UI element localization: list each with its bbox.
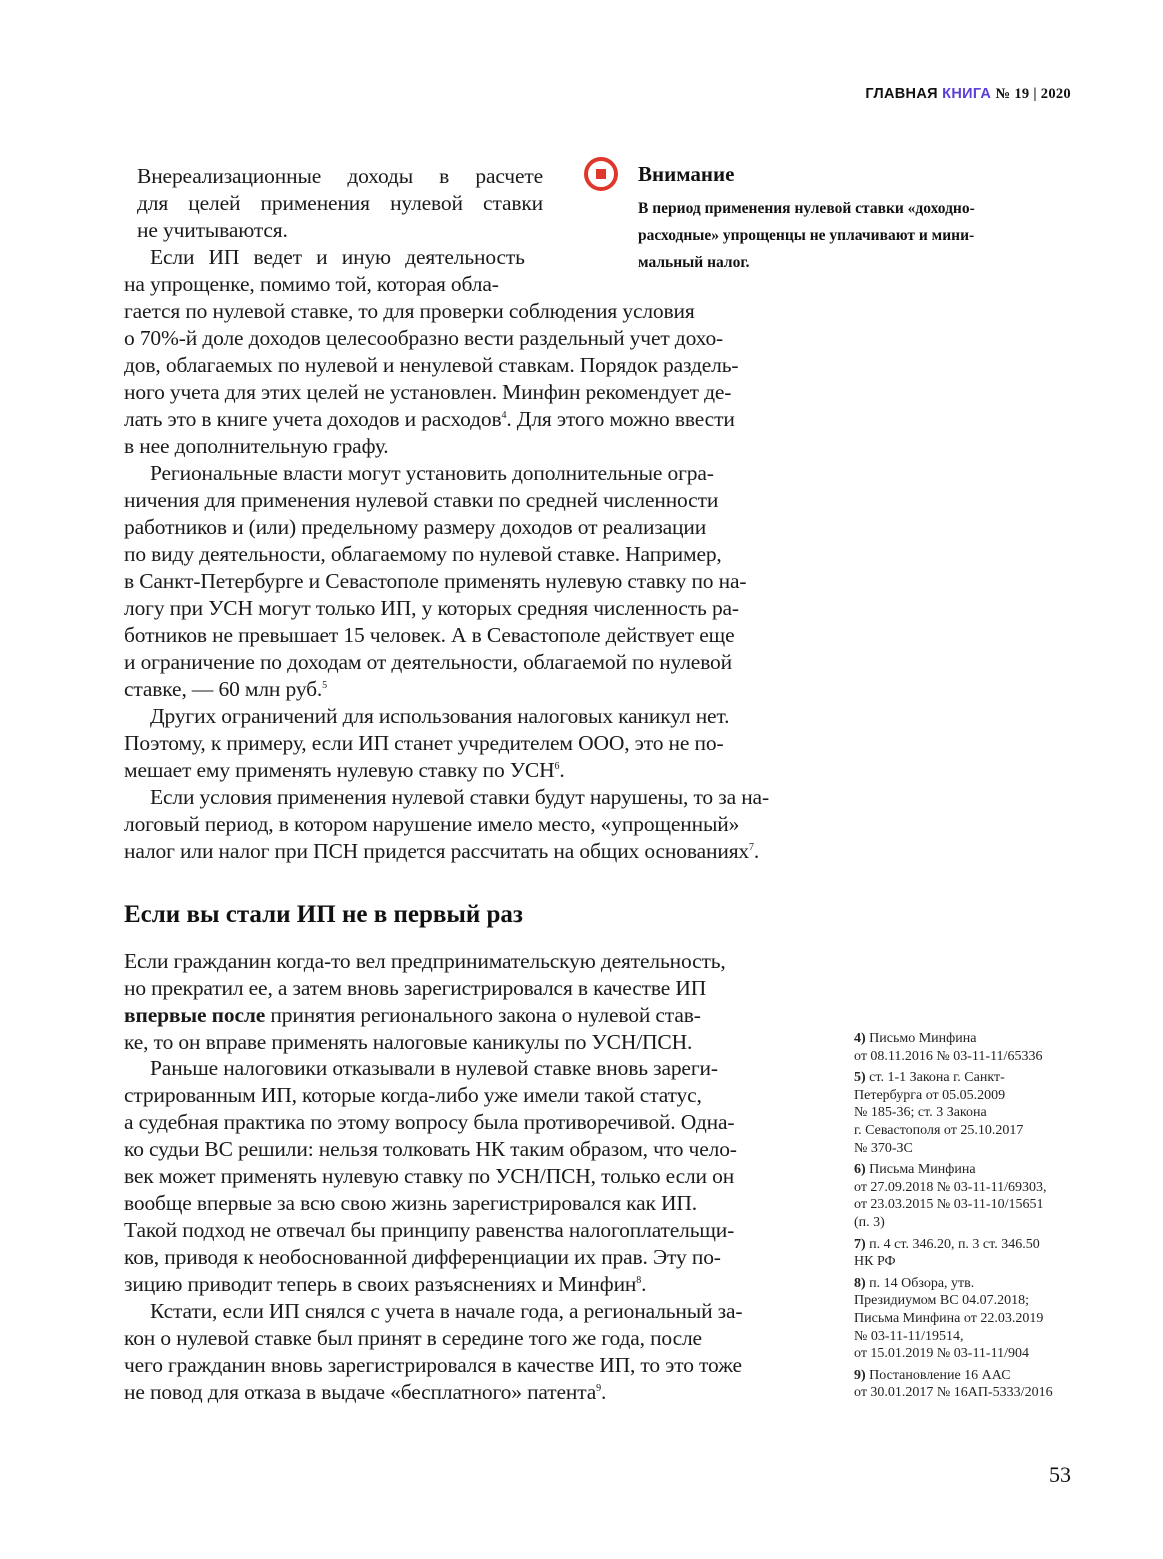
text-span: принятия регионального закона о нулевой став- [265,1003,701,1027]
paragraph-no-other-limits [124,703,800,784]
text-line: для целей применения нулевой ставки [137,191,543,215]
text-line: ничения для применения нулевой ставки по средней численности [124,488,719,512]
text-span: . [601,1380,607,1404]
footnote-number: 9) [854,1367,866,1383]
text-line: век может применять нулевую ставку по УСН/ПСН, только если он [124,1164,735,1188]
footnote-number: 4) [854,1031,866,1046]
footnote-ref-9[interactable]: 9 [596,1382,602,1394]
text-line: по виду деятельности, облагаемому по нулевой ставке. Например, [124,542,722,566]
paragraph-court-practice [124,1055,800,1298]
callout-line: В период применения нулевой ставки «доходно- [638,200,975,217]
text-line: не учитываются. [137,218,288,242]
footnote-6 [854,1161,1079,1231]
footnote-text: Письмо Минфина [869,1031,977,1046]
text-line: на упрощенке, помимо той, которая обла- [124,272,499,296]
text-line [124,1379,800,1406]
footnote-ref-8[interactable]: 8 [636,1274,642,1286]
text-line [124,1002,800,1029]
footnote-text: (п. 3) [854,1214,885,1230]
text-line: Других ограничений для использования налоговых каникул нет. [150,704,730,728]
text-line: логовый период, в котором нарушение имело место, «упрощенный» [124,812,740,836]
footnote-text: от 15.01.2019 № 03-11-11/904 [854,1346,1029,1362]
paragraph-separate-accounting-start [124,244,543,298]
footnote-text: ст. 1-1 Закона г. Санкт- [869,1070,1005,1086]
text-line: дов, облагаемых по нулевой и ненулевой ставкам. Порядок раздель- [124,353,739,377]
text-line: Кстати, если ИП снялся с учета в начале года, а региональный за- [150,1299,743,1323]
text-line: ке, то он вправе применять налоговые каникулы по УСН/ПСН. [124,1030,693,1054]
text-line [124,406,800,433]
footnote-7 [854,1236,1079,1271]
text-span: . [753,839,760,863]
footnote-text: от 27.09.2018 № 03-11-11/69303, [854,1179,1047,1195]
text-line: работников и (или) предельному размеру доходов от реализации [124,515,707,539]
text-line [124,838,800,865]
text-line: и ограничение по доходам от деятельности, облагаемой по нулевой [124,650,733,674]
brand-name-part1: ГЛАВНАЯ [865,86,938,102]
footnotes-column [854,1030,1079,1406]
text-line: стрированным ИП, которые когда-либо уже имели такой статус, [124,1083,702,1107]
text-span: . [641,1272,647,1296]
callout-title: Внимание [638,162,735,186]
text-line [124,757,800,784]
issue-number: № 19 | 2020 [995,86,1071,102]
footnote-text: НК РФ [854,1254,896,1270]
text-line: ного учета для этих целей не установлен. Минфин рекомендует де- [124,380,732,404]
footnote-text: от 30.01.2017 № 16АП-5333/2016 [854,1385,1053,1401]
text-line: а судебная практика по этому вопросу была противоречивой. Одна- [124,1110,735,1134]
footnote-text: от 23.03.2015 № 03-11-10/15651 [854,1197,1044,1213]
stop-warning-icon [584,157,618,191]
footnote-number: 8) [854,1275,866,1291]
text-line: ботников не превышает 15 человек. А в Севастополе действует еще [124,623,735,647]
text-line: но прекратил ее, а затем вновь зарегистрировался в качестве ИП [124,976,707,1000]
text-span: мешает ему применять нулевую ставку по УСН [124,758,555,782]
footnote-9 [854,1367,1079,1402]
paragraph-regional-limits [124,460,800,703]
text-line [124,676,800,703]
footnote-text: Петербурга от 05.05.2009 [854,1087,1006,1103]
footnote-text: г. Севастополя от 25.10.2017 [854,1122,1024,1138]
callout-text [638,195,1078,276]
footnote-text: Письма Минфина [869,1162,976,1178]
text-line: в нее дополнительную графу. [124,434,389,458]
footnote-4 [854,1030,1079,1065]
text-span: налог или налог при ПСН придется рассчитать на общих основаниях [124,839,750,863]
section-heading: Если вы стали ИП не в первый раз [124,901,523,928]
footnote-number: 7) [854,1236,866,1252]
text-line: Внереализационные доходы в расчете [137,164,543,188]
text-line: вообще впервые за всю свою жизнь зарегистрировался как ИП. [124,1191,698,1215]
paragraph-mid-year [124,1298,800,1406]
text-line: ков, приводя к необоснованной дифференциации их прав. Эту по- [124,1245,721,1269]
footnote-number: 5) [854,1070,866,1086]
footnote-text: № 03-11-11/19514, [854,1328,964,1344]
footnote-8 [854,1275,1079,1363]
text-line: Поэтому, к примеру, если ИП станет учредителем ООО, это не по- [124,731,724,755]
footnote-ref-7[interactable]: 7 [749,841,754,853]
page-number: 53 [1049,1462,1071,1487]
text-line: кон о нулевой ставке был принят в середине того же года, после [124,1326,702,1350]
paragraph-nonoperating-income [137,163,543,244]
footnote-5 [854,1069,1079,1157]
text-line: Если гражданин когда-то вел предпринимательскую деятельность, [124,949,726,973]
footnote-text: от 08.11.2016 № 03-11-11/65336 [854,1048,1043,1064]
text-span: . Для этого можно ввести [506,407,735,431]
text-line: Если ИП ведет и иную деятельность [150,245,525,269]
text-span: не повод для отказа в выдаче «бесплатного» патента [124,1380,597,1404]
text-span: лать это в книге учета доходов и расходов [124,407,502,431]
text-line: чего гражданин вновь зарегистрировался в качестве ИП, то это тоже [124,1353,742,1377]
footnote-text: п. 4 ст. 346.20, п. 3 ст. 346.50 [869,1236,1040,1252]
text-line: Если условия применения нулевой ставки будут нарушены, то за на- [150,785,769,809]
text-line: логу при УСН могут только ИП, у которых средняя численность ра- [124,596,739,620]
footnote-ref-6[interactable]: 6 [554,760,560,772]
footnote-text: Постановление 16 ААС [869,1367,1011,1383]
footnote-number: 6) [854,1162,866,1178]
text-span: зицию приводит теперь в своих разъяснениях и Минфин [124,1272,637,1296]
paragraph-separate-accounting [124,298,800,460]
footnote-ref-5[interactable]: 5 [322,679,328,691]
footnote-text: п. 14 Обзора, утв. [869,1275,975,1291]
magazine-header [865,86,1071,103]
text-line: Раньше налоговики отказывали в нулевой ставке вновь зареги- [150,1056,718,1080]
text-line: в Санкт-Петербурге и Севастополе применять нулевую ставку по на- [124,569,747,593]
footnote-ref-4[interactable]: 4 [501,409,507,421]
text-span: . [559,758,565,782]
text-line: Такой подход не отвечал бы принципу равенства налогоплательщи- [124,1218,735,1242]
paragraph-first-time [124,948,800,1056]
emphasis-text: впервые после [124,1003,266,1027]
footnote-text: № 185-36; ст. 3 Закона [854,1105,987,1121]
footnote-text: Письма Минфина от 22.03.2019 [854,1310,1044,1326]
text-line: ко судьи ВС решили: нельзя толковать НК таким образом, что чело- [124,1137,737,1161]
footnote-text: Президиумом ВС 04.07.2018; [854,1293,1029,1309]
text-line [124,1271,800,1298]
paragraph-violation [124,784,800,865]
text-line: гается по нулевой ставке, то для проверки соблюдения условия [124,299,695,323]
text-span: ставке, — 60 млн руб. [124,677,323,701]
callout-line: мальный налог. [638,254,750,271]
callout-line: расходные» упрощенцы не уплачивают и мини- [638,227,975,244]
text-line: о 70%-й доле доходов целесообразно вести раздельный учет дохо- [124,326,724,350]
footnote-text: № 370-ЗС [854,1140,913,1156]
brand-name-part2: КНИГА [942,86,992,102]
text-line: Региональные власти могут установить дополнительные огра- [150,461,714,485]
